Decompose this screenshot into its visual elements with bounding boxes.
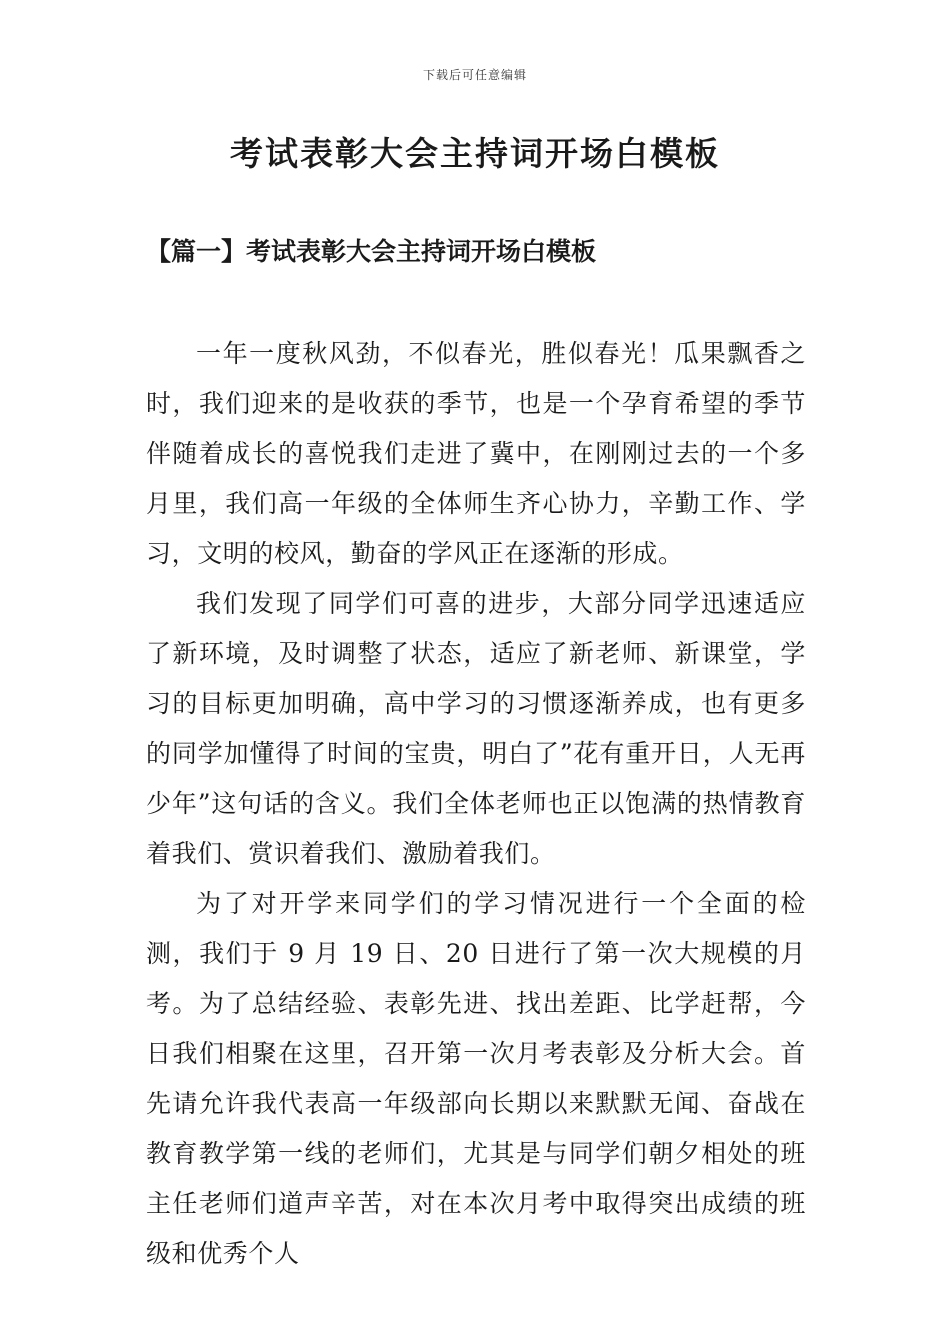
paragraph: 一年一度秋风劲，不似春光，胜似春光！瓜果飘香之时，我们迎来的是收获的季节，也是一个孕育希望的季节伴随着成长的喜悦我们走进了冀中，在刚刚过去的一个多月里，我们高一年级的全体师生齐心协力，辛勤工作、学习，文明的校风，勤奋的学风正在逐渐的形成。 <box>146 339 806 568</box>
body-text <box>146 329 806 1279</box>
section-heading: 【篇一】考试表彰大会主持词开场白模板 <box>146 237 597 266</box>
paragraph: 我们发现了同学们可喜的进步，大部分同学迅速适应了新环境，及时调整了状态，适应了新老师、新课堂，学习的目标更加明确，高中学习的习惯逐渐养成，也有更多的同学加懂得了时间的宝贵，明白了”花有重开日，人无再少年”这句话的含义。我们全体老师也正以饱满的热情教育着我们、赏识着我们、激励着我们。 <box>146 589 806 868</box>
paragraph: 为了对开学来同学们的学习情况进行一个全面的检测，我们于 9 月 19 日、20 日进行了第一次大规模的月考。为了总结经验、表彰先进、找出差距、比学赶帮，今日我们相聚在这里，召开第一次月考表彰及分析大会。首先请允许我代表高一年级部向长期以来默默无闻、奋战在教育教学第一线的老师们，尤其是与同学们朝夕相处的班主任老师们道声辛苦，对在本次月考中取得突出成绩的班级和优秀个人 <box>146 889 806 1268</box>
document-title: 考试表彰大会主持词开场白模板 <box>230 134 720 173</box>
header-note: 下载后可任意编辑 <box>422 68 527 82</box>
